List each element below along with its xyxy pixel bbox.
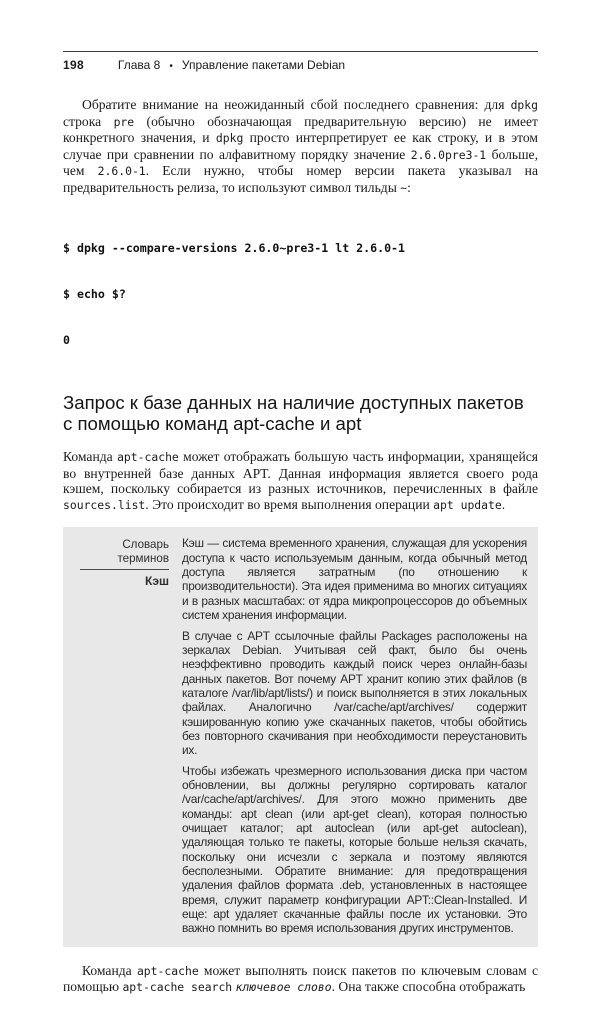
glossary-label-line1: Словарь [122, 538, 169, 552]
glossary-label-rule [80, 569, 169, 570]
header-bullet: • [169, 61, 173, 72]
text-segment: . [501, 496, 506, 512]
glossary-paragraph: Чтобы избежать чрезмерного использования диска при частом обновлении, вы должны регулярно сортировать каталог /var/cache/apt/archives/. Для этого можно применить две команды: apt clean (или apt-get clean), которая полностью очищает каталог; apt autoclean (или apt-get autoclean), удаляющая только те пакеты, которые больше нельзя скачать, поскольку они исчезли с зеркала и поэтому являются бесполезными. Обратите внимание: для предотвращения удаления файлов формата .deb, установленных в настоящее время, служит параметр конфигурации APT::Clean-Installed. И еще: apt удаляет скачанные файлы после их установки. Это важно помнить во время использования других инструментов. [182, 763, 527, 936]
inline-code-segment: 2.6.0-1 [97, 164, 146, 179]
glossary-sidebar-box [63, 527, 538, 946]
text-segment: Обратите внимание на неожиданный сбой последнего сравнения: для [82, 97, 511, 112]
glossary-body [182, 536, 527, 935]
glossary-label [99, 538, 169, 565]
terminal-code-block [63, 210, 538, 379]
text-segment: . Если нужно, чтобы номер версии пакета указывал на предварительность релиза, то используют символ тильды [63, 163, 538, 195]
inline-code-segment: dpkg [215, 131, 244, 146]
text-segment: . Это происходит во время выполнения операции [145, 496, 434, 512]
text-segment: Команда [82, 962, 137, 978]
chapter-title: Управление пакетами Debian [181, 58, 346, 72]
text-segment: : [407, 179, 411, 195]
inline-code-segment: sources.list [63, 497, 146, 512]
text-segment: больше, чем [63, 146, 538, 179]
text-segment: . Она также способна отображать [331, 979, 526, 995]
glossary-term: Кэш [145, 574, 169, 589]
intro-paragraph [63, 97, 538, 197]
glossary-label-column [72, 536, 169, 935]
glossary-paragraph: Кэш — система временного хранения, служащая для ускорения доступа к часто используемым данным, когда обычный метод доступа является затратным (по отношению к производительности). Эта идея применима во многих ситуациях и в разных масштабах: от ядра микропроцессоров до объемных систем хранения информации. [182, 536, 527, 623]
code-line: 0 [63, 333, 70, 348]
text-segment: может выполнять поиск пакетов по ключевым словам с помощью [63, 962, 539, 995]
inline-code-segment: ~ [400, 180, 408, 195]
chapter-label: Глава 8 [117, 58, 161, 72]
text-segment: Команда [63, 449, 118, 465]
inline-code-segment: pre [113, 114, 135, 129]
inline-code-segment: apt-cache search [122, 980, 233, 995]
running-header [63, 58, 538, 74]
section-heading [63, 392, 538, 434]
glossary-label-line2: терминов [117, 551, 169, 565]
page-content [63, 0, 538, 1010]
closing-paragraph [63, 963, 538, 996]
code-line: $ echo $? [63, 287, 126, 302]
text-segment: может отображать большую часть информации, хранящейся во внутренней базе данных APT. Данная информация является своего рода кэшем, поскольку собирается из разных источников, перечисленных в файле [63, 449, 539, 497]
inline-code-segment: dpkg [510, 98, 538, 112]
glossary-paragraph: В случае с APT ссылочные файлы Packages расположены на зеркалах Debian. Учитывая сей факт, было бы очень неэффективно проводить каждый поиск через онлайн-базы данных пакетов. Вот почему APT хранит копию этих файлов (в каталоге /var/lib/apt/lists/) и поиск выполняется в этих локальных файлах. Аналогично /var/cache/apt/archives/ содержит кэшированную копию уже скачанных пакетов, чтобы обойтись без повторного скачивания при необходимости переустановить их. [182, 628, 527, 758]
inline-code-segment: apt update [433, 497, 502, 512]
section-heading-line2: с помощью команд apt-cache и apt [63, 412, 362, 434]
inline-code-segment: ключевое слово [235, 980, 332, 995]
inline-code-segment: 2.6.0pre3-1 [410, 147, 487, 162]
code-line: $ dpkg --compare-versions 2.6.0~pre3-1 lt 2.6.0-1 [63, 240, 406, 255]
section-heading-line1: Запрос к базе данных на наличие доступных пакетов [63, 391, 524, 413]
header-rule [63, 51, 538, 52]
apt-cache-paragraph [63, 449, 538, 513]
page-number: 198 [63, 58, 84, 72]
inline-code-segment: apt-cache [136, 963, 199, 978]
text-segment: (обычно обозначающая предварительную версию) не имеет конкретного значения, и [63, 113, 538, 146]
inline-code-segment: apt-cache [117, 450, 179, 465]
text-segment: строка [63, 113, 114, 129]
text-segment: просто интерпретирует ее как строку, и в этом случае при сравнении по алфавитному порядку значение [63, 130, 538, 162]
